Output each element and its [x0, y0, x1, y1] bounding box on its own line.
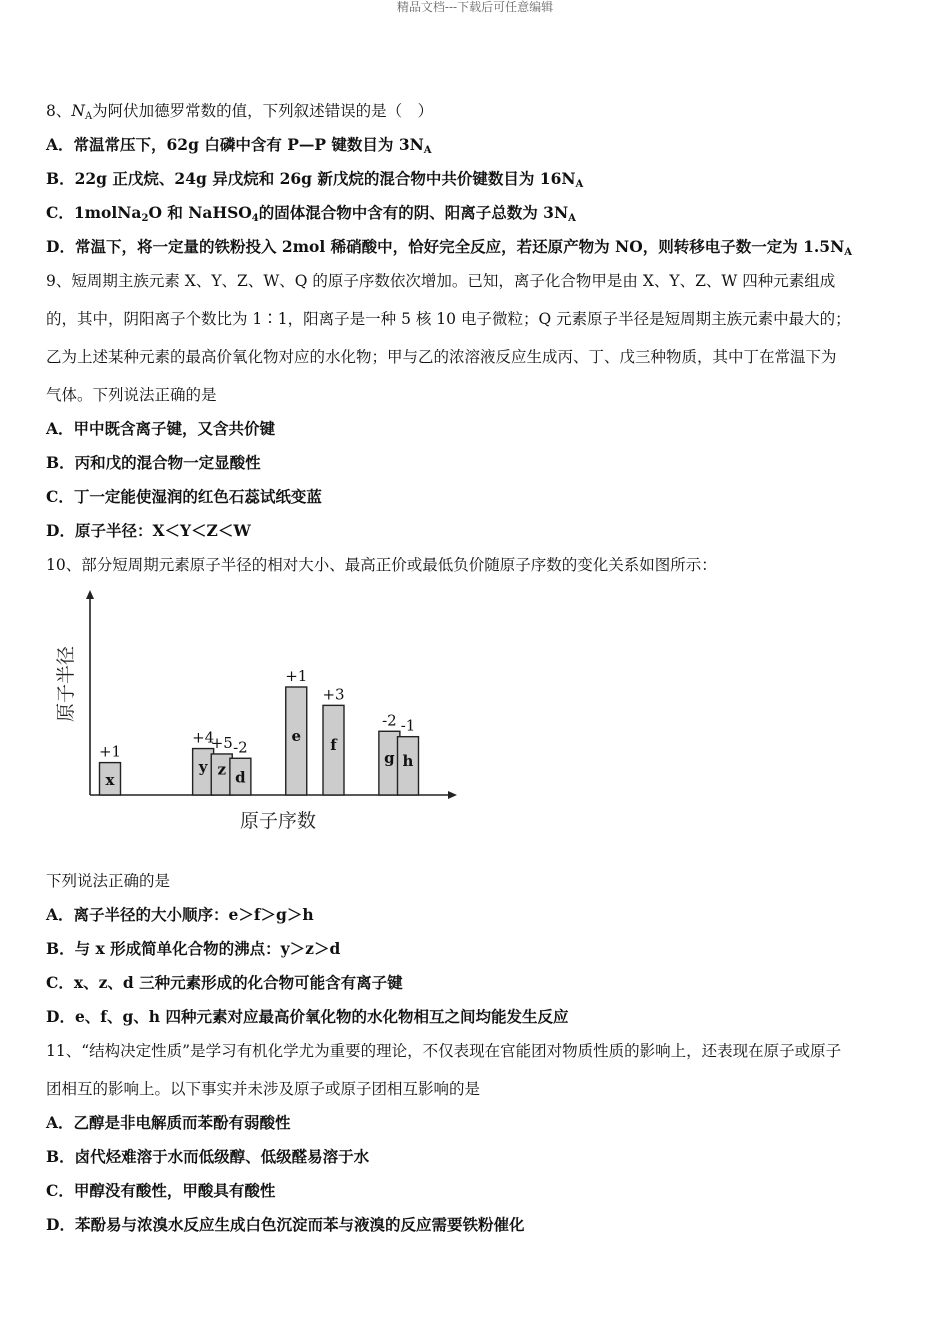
q8-option-a-sub: A: [423, 145, 432, 156]
q8-option-b-sub: A: [575, 179, 584, 190]
bar-label-f: f: [330, 736, 337, 755]
q8-var: N: [71, 102, 85, 120]
q8-option-c-sub2: 2: [141, 213, 149, 224]
y-axis-arrow-icon: [86, 590, 94, 599]
q8-option-d-sub: A: [844, 247, 853, 258]
chart-svg: [46, 584, 466, 844]
q9-option-a: A．甲中既含离子键，又含共价键: [46, 419, 276, 438]
q8-option-c-suba: A: [568, 213, 576, 224]
q8-option-b: [46, 167, 914, 191]
q8-stem-text: 为阿伏加德罗常数的值，下列叙述错误的是（ ）: [92, 102, 434, 120]
valence-label-e: +1: [285, 667, 308, 685]
q8-number: 8、: [46, 102, 72, 120]
bar-label-x: x: [105, 770, 115, 789]
q11-stem-line1: 11、“结构决定性质”是学习有机化学尤为重要的理论，不仅表现在官能团对物质性质的影响上，还表现在原子或原子: [46, 1042, 842, 1060]
q8-option-d: [46, 235, 914, 259]
q8-option-b-text: B．22g 正戊烷、24g 异戊烷和 26g 新戊烷的混合物中共价键数目为 16N: [46, 169, 576, 188]
q9-stem-line1: 9、短周期主族元素 X、Y、Z、W、Q 的原子序数依次增加。已知，离子化合物甲是由 X、Y、Z、W 四种元素组成: [46, 272, 836, 290]
q9-option-b: B．丙和戊的混合物一定显酸性: [46, 453, 261, 472]
q11-option-d: D．苯酚易与浓溴水反应生成白色沉淀而苯与液溴的反应需要铁粉催化: [46, 1215, 525, 1234]
q10-option-b: B．与 x 形成简单化合物的沸点：y＞z＞d: [46, 939, 341, 958]
q8-option-d-text: D．常温下，将一定量的铁粉投入 2mol 稀硝酸中，恰好完全反应，若还原产物为 NO，则转移电子数一定为 1.5N: [46, 237, 845, 256]
q8-option-c-sub4: 4: [251, 213, 259, 224]
valence-label-z: +5: [210, 733, 233, 752]
q9-stem-line2: 的，其中，阴阳离子个数比为 1∶1，阳离子是一种 5 核 10 电子微粒；Q 元素原子半径是短周期主族元素中最大的；: [46, 310, 851, 328]
q8-stem: [46, 99, 914, 123]
valence-label-f: +3: [322, 685, 345, 704]
q10-option-a: A．离子半径的大小顺序：e＞f＞g＞h: [46, 905, 314, 924]
q9-stem-line4: 气体。下列说法正确的是: [46, 386, 217, 404]
q11-option-c: C．甲醇没有酸性，甲酸具有酸性: [46, 1181, 276, 1200]
x-axis-arrow-icon: [448, 791, 457, 799]
atomic-radius-chart: [46, 584, 466, 844]
q9-option-c: C．丁一定能使湿润的红色石蕊试纸变蓝: [46, 487, 322, 506]
q10-option-c: C．x、z、d 三种元素形成的化合物可能含有离子键: [46, 973, 403, 992]
q10-after: 下列说法正确的是: [46, 872, 171, 890]
bar-label-h: h: [402, 751, 414, 770]
questions-block: [46, 99, 914, 577]
q10-option-d: D．e、f、g、h 四种元素对应最高价氧化物的水化物相互之间均能发生反应: [46, 1007, 569, 1026]
q8-option-c-post: 的固体混合物中含有的阴、阳离子总数为 3N: [258, 203, 569, 222]
q8-option-a-text: A．常温常压下，62g 白磷中含有 P—P 键数目为 3N: [46, 135, 424, 154]
valence-label-h: -1: [400, 716, 416, 735]
q10-stem: 10、部分短周期元素原子半径的相对大小、最高正价或最低负价随原子序数的变化关系如图所示：: [46, 556, 717, 574]
q11-option-b: B．卤代烃难溶于水而低级醇、低级醛易溶于水: [46, 1147, 370, 1166]
q11-option-a: A．乙醇是非电解质而苯酚有弱酸性: [46, 1113, 291, 1132]
q8-sub: A: [84, 111, 93, 122]
valence-label-d: -2: [233, 738, 248, 757]
valence-label-g: -2: [382, 711, 397, 730]
valence-label-x: +1: [98, 742, 122, 761]
q11-stem-line2: 团相互的影响上。以下事实并未涉及原子或原子团相互影响的是: [46, 1080, 481, 1098]
q8-option-c-mid: O 和 NaHSO: [148, 203, 252, 222]
bar-label-d: d: [235, 768, 246, 787]
y-axis-label: 原子半径: [55, 645, 77, 723]
valence-label-y: +4: [192, 728, 215, 747]
bar-label-e: e: [291, 727, 302, 745]
q9-option-d: D．原子半径：X＜Y＜Z＜W: [46, 521, 251, 540]
q8-option-a: [46, 133, 914, 157]
q9-stem-line3: 乙为上述某种元素的最高价氧化物对应的水化物；甲与乙的浓溶液反应生成丙、丁、戊三种物质，其中丁在常温下为: [46, 348, 837, 366]
bar-label-z: z: [217, 760, 227, 779]
questions-block-2: [46, 869, 914, 1237]
x-axis-label: 原子序数: [239, 810, 317, 832]
bar-label-y: y: [198, 757, 208, 776]
bar-label-g: g: [384, 749, 395, 768]
q8-option-c-pre: C．1molNa: [46, 203, 142, 222]
page-header: 精品文档---下载后可任意编辑: [396, 0, 554, 14]
q8-option-c: [46, 201, 914, 225]
